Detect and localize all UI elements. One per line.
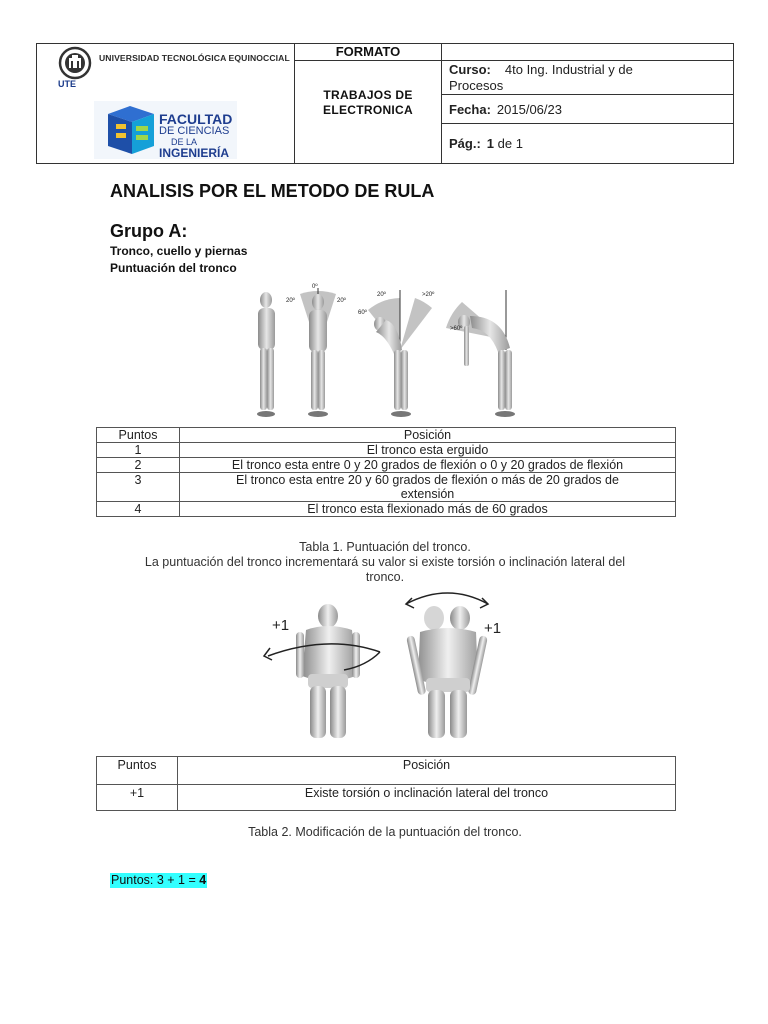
faculty-line1: FACULTAD <box>159 111 233 127</box>
score-total: 4 <box>199 873 207 887</box>
page-title: ANALISIS POR EL METODO DE RULA <box>110 181 435 201</box>
table-cell-points: 4 <box>97 502 180 517</box>
ute-short-name: UTE <box>58 79 76 89</box>
section-subtitle: Tronco, cuello y piernas <box>110 244 248 258</box>
angle-label: 20º <box>286 298 295 304</box>
university-name: UNIVERSIDAD TECNOLÓGICA EQUINOCCIAL <box>99 53 290 63</box>
table-header-cell: Posición <box>180 428 676 443</box>
table-cell-points: +1 <box>97 785 178 811</box>
trunk-modifier-table <box>96 756 676 811</box>
curso-value-line2: Procesos <box>449 78 504 93</box>
curso-cell <box>449 62 633 78</box>
posture-flexion-20-60 <box>358 290 435 417</box>
header-divider <box>441 94 733 95</box>
table-header-row <box>97 428 676 443</box>
fecha-cell <box>449 102 562 118</box>
torsion-plus-label: +1 <box>272 617 290 634</box>
trunk-score-table <box>96 427 676 517</box>
table-cell-points: 2 <box>97 458 180 473</box>
lateral-inclination <box>406 593 501 738</box>
table-header-cell: Puntos <box>97 428 180 443</box>
table-header-cell: Puntos <box>97 757 178 785</box>
header-divider <box>441 123 733 124</box>
table-cell-line: extensión <box>400 487 455 501</box>
page-total: de 1 <box>497 136 523 151</box>
fecha-value: 2015/06/23 <box>496 102 562 117</box>
table2-caption: Tabla 2. Modificación de la puntuación del tronco. <box>248 825 522 839</box>
table-header-row <box>97 757 676 785</box>
header-divider <box>294 60 733 61</box>
trunk-posture-figure <box>240 280 530 425</box>
posture-flexion-over-60 <box>446 290 515 417</box>
section-subtitle: Puntuación del tronco <box>110 261 237 275</box>
table-header-cell: Posición <box>178 757 676 785</box>
table-row <box>97 443 676 458</box>
table-cell-position: El tronco esta flexionado más de 60 grados <box>180 502 676 517</box>
table-cell-position: El tronco esta entre 0 y 20 grados de flexión o 0 y 20 grados de flexión <box>180 458 676 473</box>
table-cell-points: 1 <box>97 443 180 458</box>
torsion-rotation <box>264 604 380 738</box>
angle-label: >20º <box>422 292 435 298</box>
angle-label: 20º <box>377 292 386 298</box>
subject-line2: ELECTRONICA <box>323 103 413 117</box>
faculty-name <box>159 112 232 159</box>
page-label: Pág.: <box>449 136 481 151</box>
table-row <box>97 502 676 517</box>
group-heading: Grupo A: <box>110 221 188 241</box>
format-label: FORMATO <box>335 44 401 59</box>
faculty-cube-icon <box>104 104 158 156</box>
table-cell-line: El tronco esta entre 20 y 60 grados de flexión o más de 20 grados de <box>236 473 619 487</box>
curso-label: Curso: <box>449 62 491 77</box>
note-line: La puntuación del tronco incrementará su valor si existe torsión o inclinación lateral del <box>144 555 626 569</box>
document-header <box>36 43 734 164</box>
torsion-figure <box>256 586 512 738</box>
note-line: tronco. <box>365 570 405 584</box>
table-row <box>97 785 676 811</box>
subject-line1: TRABAJOS DE <box>323 88 413 102</box>
angle-label: >60º <box>450 326 463 332</box>
angle-label: 20º <box>337 298 346 304</box>
table-cell-position: El tronco esta erguido <box>180 443 676 458</box>
faculty-line3: DE LA <box>171 137 198 147</box>
faculty-line2: DE CIENCIAS <box>159 125 230 137</box>
curso-value-line1: 4to Ing. Industrial y de <box>504 62 633 77</box>
page-cell <box>449 136 523 152</box>
table-row <box>97 473 676 502</box>
table-cell-points: 3 <box>97 473 180 502</box>
table1-caption: Tabla 1. Puntuación del tronco. <box>299 540 471 554</box>
posture-upright <box>257 292 275 417</box>
page-current: 1 <box>486 136 495 151</box>
table-cell-position: Existe torsión o inclinación lateral del tronco <box>178 785 676 811</box>
table-row <box>97 458 676 473</box>
header-divider <box>441 44 442 163</box>
table-cell-position <box>180 473 676 502</box>
subject-title <box>295 88 441 118</box>
posture-range-0-20 <box>286 283 347 417</box>
angle-label: 0º <box>312 284 318 290</box>
faculty-line4: INGENIERÍA <box>159 146 230 160</box>
angle-label: 60º <box>358 310 367 316</box>
fecha-label: Fecha: <box>449 102 491 117</box>
inclination-plus-label: +1 <box>484 620 502 637</box>
score-result <box>110 873 207 888</box>
score-expression: Puntos: 3 + 1 = <box>111 873 196 887</box>
